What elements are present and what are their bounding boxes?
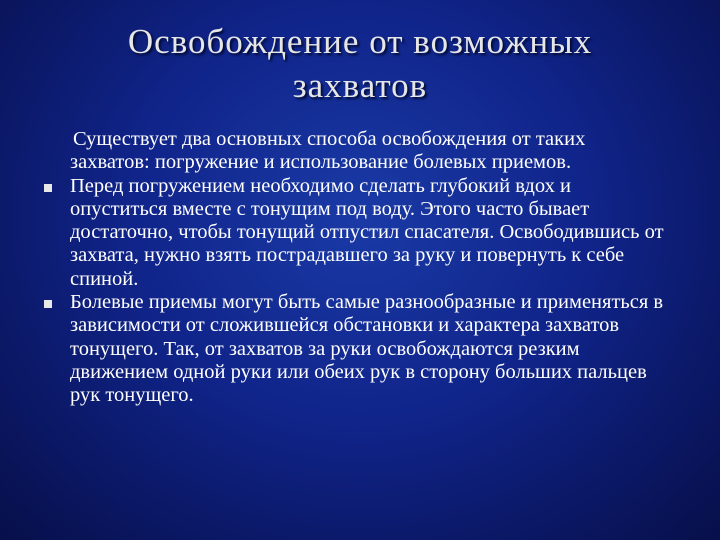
intro-paragraph: [50, 128, 670, 175]
slide-title: [60, 20, 660, 108]
slide-title-line-2: захватов: [292, 66, 428, 105]
intro-paragraph-text: Существует два основных способа освобождения от таких захватов: погружение и использование болевых приемов.: [70, 128, 586, 174]
bullet-item-immersion: [50, 175, 670, 291]
slide-body: [50, 128, 670, 408]
slide-title-line-1: Освобождение от возможных: [127, 22, 593, 61]
bullet-item-immersion-text: Перед погружением необходимо сделать глубокий вдох и опуститься вместе с тонущим под воду. Этого часто бывает достаточно, чтобы тонущий отпустил спасателя. Освободившись от захвата, нужно взять пострадавшего за руку и повернуть к себе спиной.: [70, 174, 664, 290]
square-bullet-icon: [44, 184, 52, 192]
bullet-item-pain-techniques: [50, 291, 670, 407]
square-bullet-icon: [44, 300, 52, 308]
bullet-item-pain-techniques-text: Болевые приемы могут быть самые разнообразные и применяться в зависимости от сложившейся обстановки и характера захватов тонущего. Так, от захватов за руки освобождаются резким движением одной руки или обеих рук в сторону больших пальцев рук тонущего.: [70, 291, 664, 407]
